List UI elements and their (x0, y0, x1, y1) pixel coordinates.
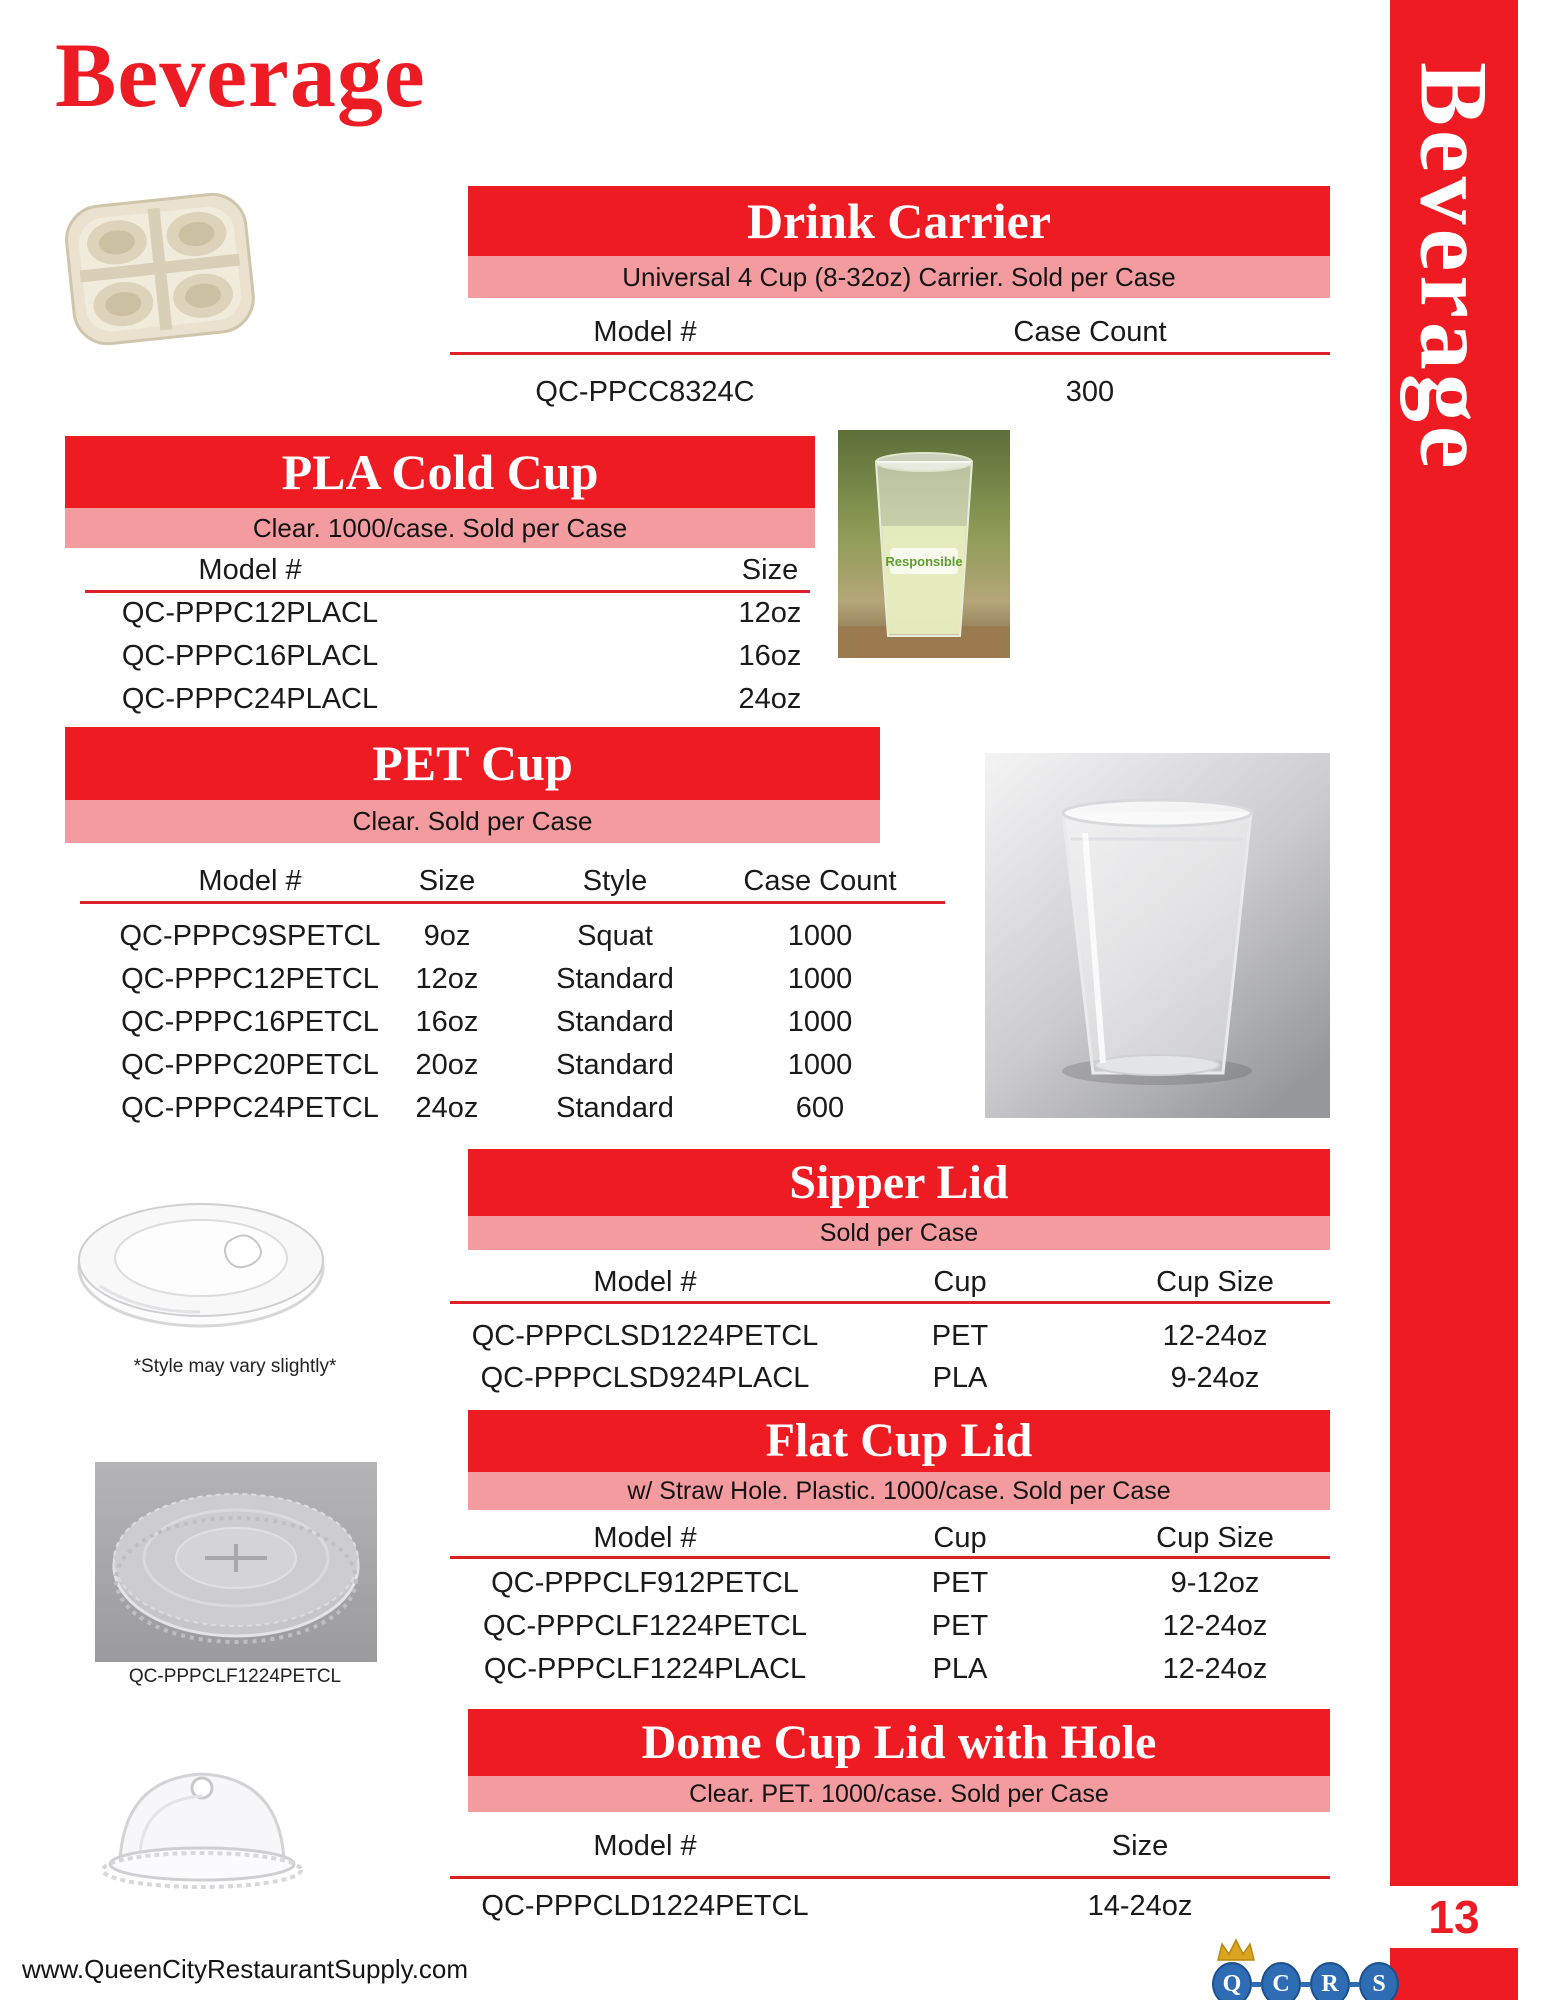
section-header-sipper-lid: Sipper Lid (468, 1149, 1330, 1216)
pla-cup-photo (838, 430, 1010, 658)
model-number: QC-PPPCLD1224PETCL (481, 1890, 809, 1922)
column-header: Model # (198, 865, 302, 897)
table-row (450, 1567, 1330, 1603)
table-row (450, 376, 1330, 412)
table-rule (450, 352, 1330, 355)
dome-lid-photo (95, 1748, 310, 1903)
table-rule (450, 1301, 1330, 1304)
column-header: Case Count (743, 865, 897, 897)
case-count: 1000 (787, 1006, 853, 1038)
cup-type: PET (931, 1610, 989, 1642)
model-number: QC-PPPCLF1224PETCL (483, 1610, 807, 1642)
column-header: Cup (933, 1522, 987, 1554)
case-count: 1000 (787, 1049, 853, 1081)
table-row (450, 1890, 1330, 1926)
table-header-row (450, 1830, 1330, 1866)
style: Standard (556, 1092, 674, 1124)
table-rule (80, 901, 945, 904)
model-number: QC-PPPCLF912PETCL (491, 1567, 799, 1599)
model-number: QC-PPPC24PLACL (121, 683, 379, 715)
section-subtitle-flat-cup-lid: w/ Straw Hole. Plastic. 1000/case. Sold per Case (468, 1472, 1330, 1510)
column-header: Cup Size (1156, 1266, 1274, 1298)
table-header-row (85, 554, 830, 590)
cup-size: 9-24oz (1170, 1362, 1260, 1394)
table-row (450, 1362, 1330, 1398)
column-header: Model # (593, 1266, 697, 1298)
style: Squat (577, 920, 653, 952)
size: 24oz (415, 1092, 479, 1124)
model-number: QC-PPPC16PETCL (121, 1006, 379, 1038)
cup-size: 12-24oz (1162, 1610, 1268, 1642)
page-number: 13 (1428, 1891, 1480, 1943)
model-number: QC-PPPC12PLACL (121, 597, 379, 629)
case-count: 1000 (787, 920, 853, 952)
model-number: QC-PPPCLSD924PLACL (480, 1362, 810, 1394)
section-header-dome-cup-lid: Dome Cup Lid with Hole (468, 1709, 1330, 1776)
table-row (85, 640, 830, 676)
flat-lid-caption: QC-PPPCLF1224PETCL (128, 1666, 342, 1687)
size: 9oz (423, 920, 471, 952)
column-header: Model # (593, 1830, 697, 1862)
drink-carrier-image (50, 182, 270, 358)
logo-letters (1212, 1962, 1399, 2000)
table-rule (450, 1876, 1330, 1879)
table-row (80, 1049, 945, 1085)
size: 20oz (415, 1049, 479, 1081)
size: 12oz (738, 597, 802, 629)
size: 14-24oz (1087, 1890, 1193, 1922)
style: Standard (556, 1006, 674, 1038)
cup-size: 12-24oz (1162, 1320, 1268, 1352)
cup-type: PLA (932, 1362, 988, 1394)
logo-dash (1252, 1982, 1261, 1987)
size: 12oz (415, 963, 479, 995)
case-count: 300 (1065, 376, 1115, 408)
cup-type: PET (931, 1320, 989, 1352)
pet-cup-photo (985, 753, 1330, 1118)
model-number: QC-PPPC20PETCL (121, 1049, 379, 1081)
model-number: QC-PPPCLSD1224PETCL (471, 1320, 819, 1352)
column-header: Model # (593, 316, 697, 348)
table-header-row (450, 316, 1330, 352)
section-subtitle-dome-cup-lid: Clear. PET. 1000/case. Sold per Case (468, 1776, 1330, 1812)
cup-size: 12-24oz (1162, 1653, 1268, 1685)
section-header-pet-cup: PET Cup (65, 727, 880, 800)
table-row (80, 1006, 945, 1042)
table-header-row (80, 865, 945, 901)
column-header: Style (582, 865, 648, 897)
section-subtitle-drink-carrier: Universal 4 Cup (8-32oz) Carrier. Sold per Case (468, 256, 1330, 298)
size: 16oz (415, 1006, 479, 1038)
website-url: www.QueenCityRestaurantSupply.com (22, 1954, 469, 1984)
size: 16oz (738, 640, 802, 672)
logo-dash (1350, 1982, 1359, 1987)
section-subtitle-pet-cup: Clear. Sold per Case (65, 800, 880, 843)
section-subtitle-sipper-lid: Sold per Case (468, 1216, 1330, 1250)
svg-text:Responsible: Responsible (885, 554, 963, 569)
model-number: QC-PPPC12PETCL (121, 963, 379, 995)
section-header-drink-carrier: Drink Carrier (468, 186, 1330, 256)
table-row (450, 1320, 1330, 1356)
model-number: QC-PPPC16PLACL (121, 640, 379, 672)
model-number: QC-PPPCLF1224PLACL (483, 1653, 807, 1685)
logo-letter-c: C (1261, 1962, 1301, 2000)
cup-type: PLA (932, 1653, 988, 1685)
column-header: Case Count (1013, 316, 1167, 348)
table-row (85, 683, 830, 719)
sipper-lid-photo (70, 1168, 332, 1353)
table-row (80, 920, 945, 956)
column-header: Cup (933, 1266, 987, 1298)
page-title: Beverage (55, 24, 426, 126)
table-row (80, 963, 945, 999)
brand-logo (1212, 1938, 1388, 2000)
table-row (85, 597, 830, 633)
table-rule (450, 1556, 1330, 1559)
section-header-pla-cold-cup: PLA Cold Cup (65, 436, 815, 508)
column-header: Model # (198, 554, 302, 586)
table-rule (85, 590, 810, 593)
page-number-strip (1390, 1886, 1518, 1948)
logo-letter-r: R (1310, 1962, 1350, 2000)
sipper-lid-note: *Style may vary slightly* (133, 1356, 337, 1377)
cup-size: 9-12oz (1170, 1567, 1260, 1599)
column-header: Size (741, 554, 799, 586)
case-count: 1000 (787, 963, 853, 995)
table-header-row (450, 1266, 1330, 1302)
size: 24oz (738, 683, 802, 715)
logo-dash (1301, 1982, 1310, 1987)
section-header-flat-cup-lid: Flat Cup Lid (468, 1410, 1330, 1472)
column-header: Cup Size (1156, 1522, 1274, 1554)
table-header-row (450, 1522, 1330, 1558)
sidebar-label: Beverage (1400, 62, 1508, 473)
model-number: QC-PPPC24PETCL (121, 1092, 379, 1124)
flat-lid-photo (95, 1462, 377, 1662)
sidebar-vertical-title (1390, 62, 1518, 1042)
logo-letter-q: Q (1212, 1962, 1252, 2000)
table-row (450, 1653, 1330, 1689)
model-number: QC-PPCC8324C (535, 376, 755, 408)
column-header: Model # (593, 1522, 697, 1554)
style: Standard (556, 963, 674, 995)
column-header: Size (1111, 1830, 1169, 1862)
model-number: QC-PPPC9SPETCL (119, 920, 381, 952)
style: Standard (556, 1049, 674, 1081)
green-cup-label (885, 548, 962, 574)
cup-type: PET (931, 1567, 989, 1599)
case-count: 600 (795, 1092, 845, 1124)
column-header: Size (418, 865, 476, 897)
logo-letter-s: S (1359, 1962, 1399, 2000)
table-row (450, 1610, 1330, 1646)
table-row (80, 1092, 945, 1128)
crown-icon (1214, 1938, 1258, 1962)
section-subtitle-pla-cold-cup: Clear. 1000/case. Sold per Case (65, 508, 815, 548)
